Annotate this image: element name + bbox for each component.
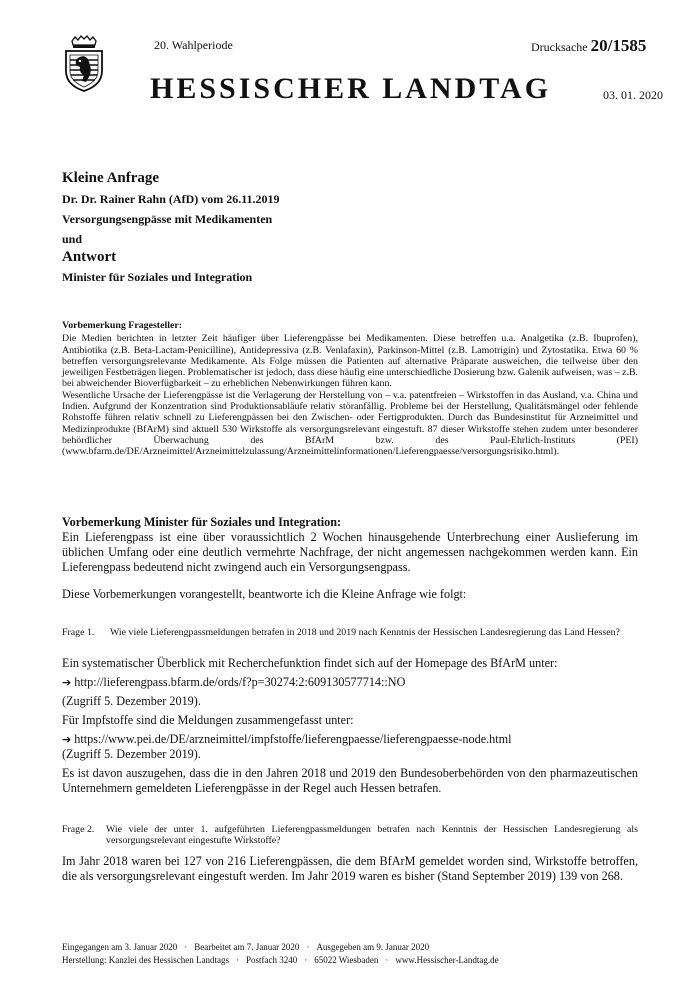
zugriff-1: (Zugriff 5. Dezember 2019). [62,694,201,708]
vorbemerkung-minister-title: Vorbemerkung Minister für Soziales und Integration: [62,515,342,529]
anfrage-type: Kleine Anfrage [62,170,160,186]
footer-imprint [62,955,499,965]
footer-separator: · [184,942,188,952]
intro-text: Diese Vorbemerkungen vorangestellt, beantworte ich die Kleine Anfrage wie folgt: [62,587,467,601]
url-bfarm[interactable]: http://lieferengpass.bfarm.de/ords/f?p=30274:2:609130577714::NO [74,675,406,689]
document-title: HESSISCHER LANDTAG [150,72,552,105]
drucksache-number: 20/1585 [590,36,647,55]
footer-separator: · [385,955,389,965]
document-date: 03. 01. 2020 [603,88,663,102]
anfrage-subject: Versorgungsengpässe mit Medikamenten [62,212,273,226]
antwort-2 [62,854,638,884]
footer-web-link[interactable]: www.Hessischer-Landtag.de [395,955,499,965]
footer-separator: · [306,942,310,952]
wahlperiode: 20. Wahlperiode [154,38,233,52]
vorbemerkung-fragesteller-p1: Die Medien berichten in letzter Zeit häufiger über Lieferengpässe bei Medikamenten. Diese betreffen u.a. Analgetika (z.B. Ibuprofen), Antibiotika (z.B. Beta-Lactam-Penicilline), Antidepressiva (z.B. Venlafaxin), Parkinson-Mittel (z.B. Lamotrigin) und Zytostatika. Etwa 60 % betreffen versorgungsrelevante Medikamente. Als Folge müssen die Patienten auf alternative Präparate ausweichen, die teilweise über den jeweiligen Festbeträgen liegen. Problematischer ist jedoch, dass diese häufig eine unterschiedliche Dosierung bzw. Galenik aufweisen, was – z.B. bei abweichender Bioverfügbarkeit – zu erheblichen Nebenwirkungen führen kann. [62,333,638,390]
frage-2-label: Frage 2. [62,824,95,835]
zugriff-2: (Zugriff 5. Dezember 2019). [62,747,201,761]
anfrage-block [62,170,642,285]
minister: Minister für Soziales und Integration [62,270,253,284]
frage-1 [62,627,638,638]
antwort-heading: Antwort [62,249,117,265]
footer-bearbeitet: Bearbeitet am 7. Januar 2020 [194,942,300,952]
vorbemerkung-fragesteller-title: Vorbemerkung Fragesteller: [62,320,183,331]
drucksache-label: Drucksache [531,40,588,54]
frage-1-label: Frage 1. [62,627,95,638]
arrow-right-icon: ➔ [62,733,72,746]
antwort-1 [62,656,638,796]
antwort-2-text: Im Jahr 2018 waren bei 127 von 216 Lieferengpässen, die dem BfArM gemeldet worden sind, Wirkstoffe betroffen, die als versorgungsrelevant eingestuft werden. Im Jahr 2019 waren es bisher (Stand September 2019) 139 von 268. [62,854,638,883]
footer-ausgegeben: Ausgegeben am 9. Januar 2020 [316,942,430,952]
antwort-1-p3: Es ist davon auszugehen, dass die in den Jahren 2018 und 2019 den Bundesoberbehörden von den pharmazeutischen Unternehmern gemeldeten Lieferengpässe in der Regel auch Hessen betrafen. [62,766,638,795]
anfrage-author: Dr. Dr. Rainer Rahn (AfD) vom 26.11.2019 [62,192,280,206]
vorbemerkung-fragesteller [62,320,638,458]
url-pei[interactable]: https://www.pei.de/DE/arzneimittel/impfstoffe/lieferengpaesse/lieferengpaesse-node.html [74,732,512,746]
footer-postfach: Postfach 3240 [245,955,298,965]
frage-2-text: Wie viele der unter 1. aufgeführten Lieferengpassmeldungen betrafen nach Kenntnis der Hessischen Landesregierung als versorgungsrelevant eingestufte Wirkstoffe? [106,824,638,847]
vorbemerkung-minister-text: Ein Lieferengpass ist eine über voraussichtlich 2 Wochen hinausgehende Unterbrechung einer Auslieferung im üblichen Umfang oder eine deutlich vermehrte Nachfrage, der nicht angemessen nachgekommen werden kann. Ein Lieferengpass bedeutend nicht zwingend auch ein Versorgungsengpass. [62,530,638,574]
footer-dates [62,942,429,952]
footer-ort: 65022 Wiesbaden [314,955,379,965]
antwort-1-p2: Für Impfstoffe sind die Meldungen zusammengefasst unter: [62,713,354,727]
link-bfarm[interactable] [62,675,638,690]
anfrage-und: und [62,232,83,246]
footer-separator: · [304,955,308,965]
vorbemerkung-fragesteller-p2: Wesentliche Ursache der Lieferengpässe ist die Verlagerung der Herstellung von – v.a. patentfreien – Wirkstoffen in das Ausland, v.a. China und Indien. Aufgrund der Konzentration sind Produktionsabläufe relativ störanfällig. Probleme bei der Herstellung, Qualitätsmängel oder fehlende Rohstoffe führen relativ schnell zu Lieferengpässen bei den Zwischen- oder Fertigprodukten. Durch das Bundesinstitut für Arzneimittel und Medizinprodukte (BfArM) sind aktuell 530 Wirkstoffe als versorgungsrelevant eingestuft. 87 dieser Wirkstoffe stehen zudem unter besonderer behördlicher Überwachung des BfArM bzw. des Paul-Ehrlich-Instituts (PEI) (www.bfarm.de/DE/Arzneimittel/Arzneimittelzulassung/Arzneimittelinformationen/Lieferengpaesse/versorgungsrisiko.html). [62,389,638,458]
hessen-coat-of-arms-icon [62,35,106,93]
footer-separator: · [235,955,239,965]
footer-herstellung: Herstellung: Kanzlei des Hessischen Landtags [62,955,229,965]
drucksache [531,36,646,56]
antwort-1-p1: Ein systematischer Überblick mit Recherchefunktion findet sich auf der Homepage des BfArM unter: [62,656,558,670]
frage-2 [62,824,638,847]
link-pei[interactable] [62,732,638,747]
arrow-right-icon: ➔ [62,676,72,689]
frage-1-text: Wie viele Lieferengpassmeldungen betrafen in 2018 und 2019 nach Kenntnis der Hessischen Landesregierung das Land Hessen? [110,627,620,638]
vorbemerkung-minister [62,515,638,575]
footer-eingegangen: Eingegangen am 3. Januar 2020 [62,942,178,952]
